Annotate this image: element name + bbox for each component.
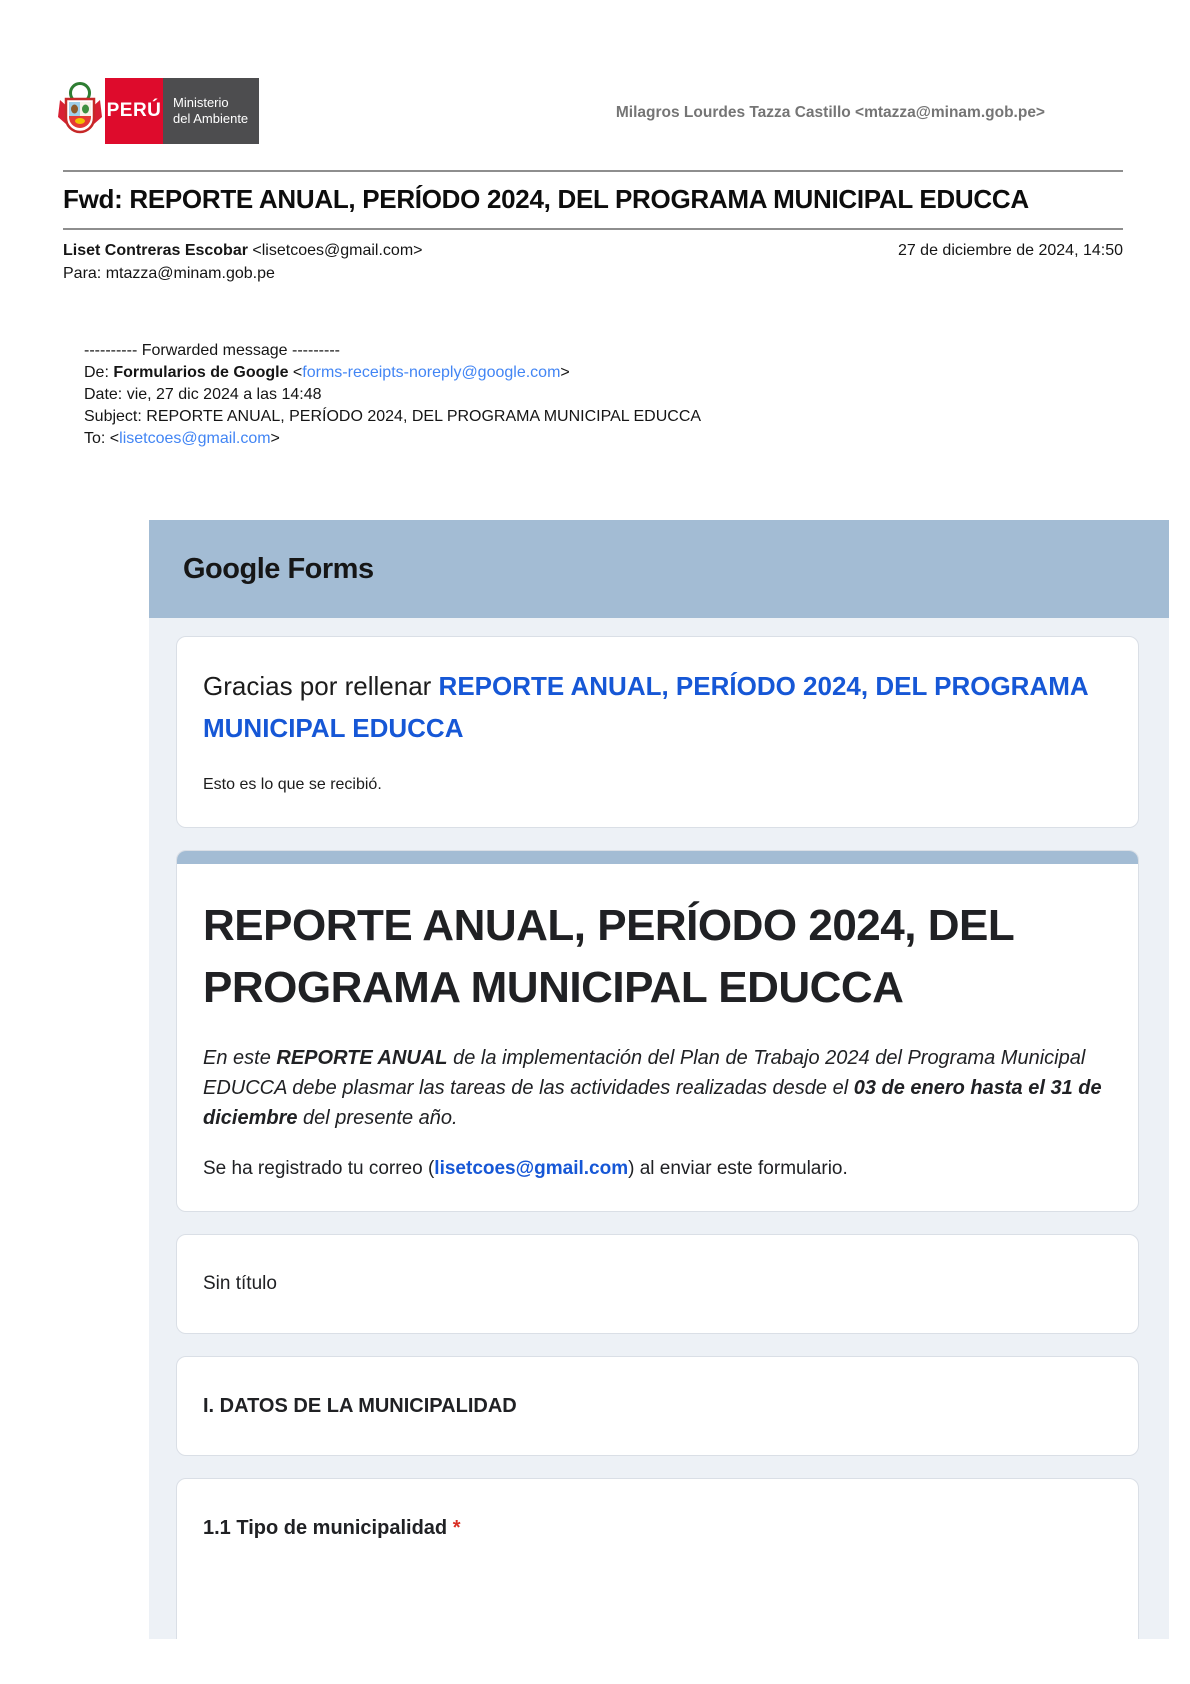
recipient-line: Para: mtazza@minam.gob.pe	[63, 265, 275, 282]
ministry-line1: Ministerio	[173, 95, 229, 110]
email-note-prefix: Se ha registrado tu correo (	[203, 1158, 435, 1179]
from-label: De:	[84, 364, 114, 381]
desc-seg1: En este	[203, 1047, 277, 1069]
desc-seg3: de la implementación del Plan de Trabajo 2024 del Programa Municipal EDUCCA debe plasmar las tareas de las actividades realizadas desde el	[203, 1047, 1086, 1099]
minam-logo	[55, 78, 259, 144]
section-card-untitled	[176, 1234, 1139, 1334]
forwarded-to-line	[84, 428, 1123, 450]
registered-email-link[interactable]: lisetcoes@gmail.com	[434, 1158, 629, 1179]
form-description	[203, 1043, 1112, 1133]
section-title: Sin título	[203, 1273, 277, 1294]
email-main	[63, 170, 1123, 1639]
email-datetime: 27 de diciembre de 2024, 14:50	[897, 242, 1123, 259]
google-forms-banner	[149, 520, 1169, 618]
from-bracket-close: >	[560, 364, 570, 381]
sender-address: <lisetcoes@gmail.com>	[247, 242, 423, 259]
peru-coat-of-arms-icon	[55, 78, 105, 144]
forwarded-message-block	[84, 340, 1123, 450]
forms-cards	[149, 618, 1169, 1639]
email-note-suffix: ) al enviar este formulario.	[628, 1158, 848, 1179]
desc-seg2: REPORTE ANUAL	[276, 1047, 448, 1069]
sender-name: Liset Contreras Escobar	[63, 242, 248, 259]
thanks-card	[176, 636, 1139, 828]
desc-seg5: del presente año.	[297, 1107, 458, 1129]
form-card-inner	[177, 864, 1138, 1211]
to-label: To: <	[84, 430, 120, 447]
desc-seg4: 03 de enero hasta el 31 de diciembre	[203, 1077, 1102, 1129]
form-card-header-strip	[177, 851, 1138, 864]
question-card-tipo-municipalidad	[176, 1478, 1139, 1639]
form-title: REPORTE ANUAL, PERÍODO 2024, DEL PROGRAMA MUNICIPAL EDUCCA	[203, 901, 1014, 1012]
google-forms-logo: Google Forms	[183, 552, 374, 585]
divider-top	[63, 170, 1123, 172]
thanks-prefix: Gracias por rellenar	[203, 671, 439, 701]
peru-label: PERÚ	[106, 100, 162, 121]
to-bracket-close: >	[270, 430, 280, 447]
peru-brand-block	[105, 78, 163, 144]
forwarded-from-line	[84, 362, 1123, 384]
ministry-block	[163, 78, 259, 144]
form-summary-card	[176, 850, 1139, 1212]
email-subject: Fwd: REPORTE ANUAL, PERÍODO 2024, DEL PROGRAMA MUNICIPAL EDUCCA	[63, 184, 1029, 214]
required-asterisk: *	[452, 1517, 461, 1539]
divider-subject	[63, 228, 1123, 230]
ministry-line2: del Ambiente	[173, 111, 249, 126]
from-bracket-open: <	[288, 364, 303, 381]
page-header	[0, 0, 1190, 144]
registered-email-note	[203, 1157, 1112, 1181]
form-title-link[interactable]: REPORTE ANUAL, PERÍODO 2024, DEL PROGRAMA MUNICIPAL EDUCCA	[203, 671, 1088, 743]
section-title: I. DATOS DE LA MUNICIPALIDAD	[203, 1395, 517, 1417]
google-forms-email-body	[149, 520, 1169, 1639]
from-email-link[interactable]: forms-receipts-noreply@google.com	[302, 364, 561, 381]
forwarded-date-line: Date: vie, 27 dic 2024 a las 14:48	[84, 386, 322, 403]
received-note: Esto es lo que se recibió.	[203, 776, 382, 793]
forwarded-divider: ---------- Forwarded message ---------	[84, 342, 340, 359]
sender-info	[63, 241, 422, 261]
from-name: Formularios de Google	[113, 364, 289, 381]
to-email-link[interactable]: lisetcoes@gmail.com	[119, 430, 271, 447]
forwarded-subject-line: Subject: REPORTE ANUAL, PERÍODO 2024, DEL PROGRAMA MUNICIPAL EDUCCA	[84, 408, 702, 425]
question-title: 1.1 Tipo de municipalidad	[203, 1517, 453, 1539]
account-owner-email: Milagros Lourdes Tazza Castillo <mtazza@minam.gob.pe>	[615, 104, 1045, 121]
thanks-line	[203, 665, 1112, 749]
section-card-datos-municipalidad	[176, 1356, 1139, 1456]
sender-row	[63, 241, 1123, 261]
